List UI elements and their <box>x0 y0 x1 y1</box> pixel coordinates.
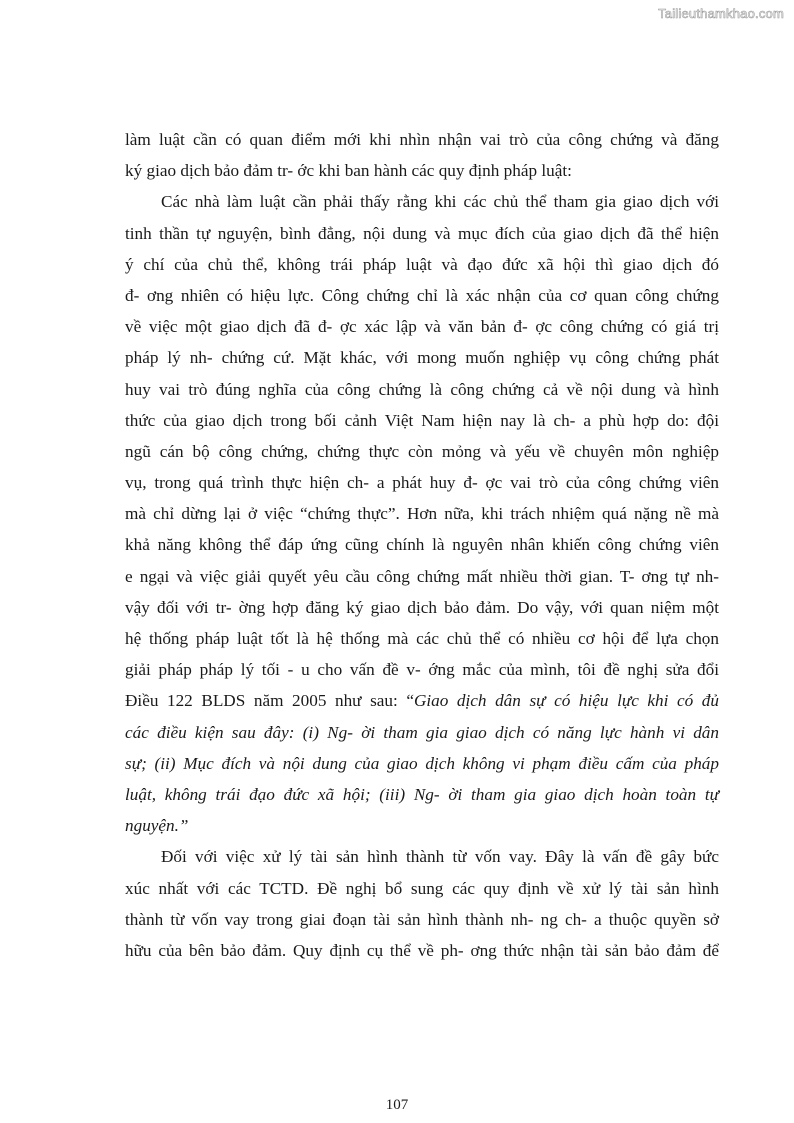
text-line: nguyện.” <box>125 816 189 836</box>
text-line: hữu của bên bảo đảm. Quy định cụ thể về ph- ơng thức nhận tài sản bảo đảm để <box>125 940 719 960</box>
text-line: giải pháp pháp lý tối - u cho vấn đề v- ớng mắc của mình, tôi đề nghị sửa đổi <box>125 660 719 680</box>
text-segment: Giao dịch dân sự có hiệu lực khi có đủ <box>413 691 719 711</box>
text-line: vụ, trong quá trình thực hiện ch- a phát huy đ- ợc vai trò của công chứng viên <box>125 473 719 493</box>
text-line: hệ thống pháp luật tốt là hệ thống mà các chủ thể có nhiều cơ hội để lựa chọn <box>125 629 719 648</box>
text-line: ý chí của chủ thể, không trái pháp luật và đạo đức xã hội thì giao dịch đó <box>125 254 719 274</box>
text-line: pháp lý nh- chứng cứ. Mặt khác, với mong muốn nghiệp vụ công chứng phát <box>125 348 719 368</box>
text-line <box>125 685 719 716</box>
text-line: Đối với việc xử lý tài sản hình thành từ vốn vay. Đây là vấn đề gây bức <box>161 847 719 867</box>
text-line: sự; (ii) Mục đích và nội dung của giao dịch không vi phạm điều cấm của pháp <box>125 753 719 773</box>
text-line: xúc nhất với các TCTD. Đề nghị bổ sung các quy định về xử lý tài sản hình <box>125 878 719 898</box>
text-line: vậy đối với tr- ờng hợp đăng ký giao dịch bảo đảm. Do vậy, với quan niệm một <box>125 597 719 617</box>
text-line: e ngại và việc giải quyết yêu cầu công chứng mất nhiều thời gian. T- ơng tự nh- <box>125 566 719 586</box>
text-line: thức của giao dịch trong bối cảnh Việt Nam hiện nay là ch- a phù hợp do: đội <box>125 410 719 430</box>
text-line: luật, không trái đạo đức xã hội; (iii) Ng- ời tham gia giao dịch hoàn toàn tự <box>125 784 719 804</box>
text-segment: Điều 122 BLDS năm 2005 như sau: “ <box>125 691 414 711</box>
text-line: làm luật cần có quan điểm mới khi nhìn nhận vai trò của công chứng và đăng <box>125 130 719 149</box>
watermark-text: Tailieuthamkhao.com <box>658 6 784 21</box>
text-line: khả năng không thể đáp ứng cũng chính là nguyên nhân khiến công chứng viên <box>125 535 719 555</box>
text-line: các điều kiện sau đây: (i) Ng- ời tham gia giao dịch có năng lực hành vi dân <box>125 722 719 742</box>
text-line: về việc một giao dịch đã đ- ợc xác lập và văn bản đ- ợc công chứng có giá trị <box>125 317 719 337</box>
body-text <box>125 124 719 966</box>
text-line: huy vai trò đúng nghĩa của công chứng là công chứng cả về nội dung và hình <box>125 379 719 399</box>
text-line: tinh thần tự nguyện, bình đẳng, nội dung và mục đích của giao dịch đã thể hiện <box>125 223 719 243</box>
text-line: Các nhà làm luật cần phải thấy rằng khi các chủ thể tham gia giao dịch với <box>161 192 719 212</box>
text-line: ngũ cán bộ công chứng, chứng thực còn mỏng và yếu về chuyên môn nghiệp <box>125 441 719 461</box>
page-number: 107 <box>385 1097 409 1113</box>
text-line: mà chỉ dừng lại ở việc “chứng thực”. Hơn nữa, khi trách nhiệm quá nặng nề mà <box>125 504 719 524</box>
text-line: ký giao dịch bảo đảm tr- ớc khi ban hành các quy định pháp luật: <box>125 161 572 181</box>
text-line: đ- ơng nhiên có hiệu lực. Công chứng chỉ là xác nhận của cơ quan công chứng <box>125 285 719 305</box>
text-line: thành từ vốn vay trong giai đoạn tài sản hình thành nh- ng ch- a thuộc quyền sở <box>125 909 719 929</box>
